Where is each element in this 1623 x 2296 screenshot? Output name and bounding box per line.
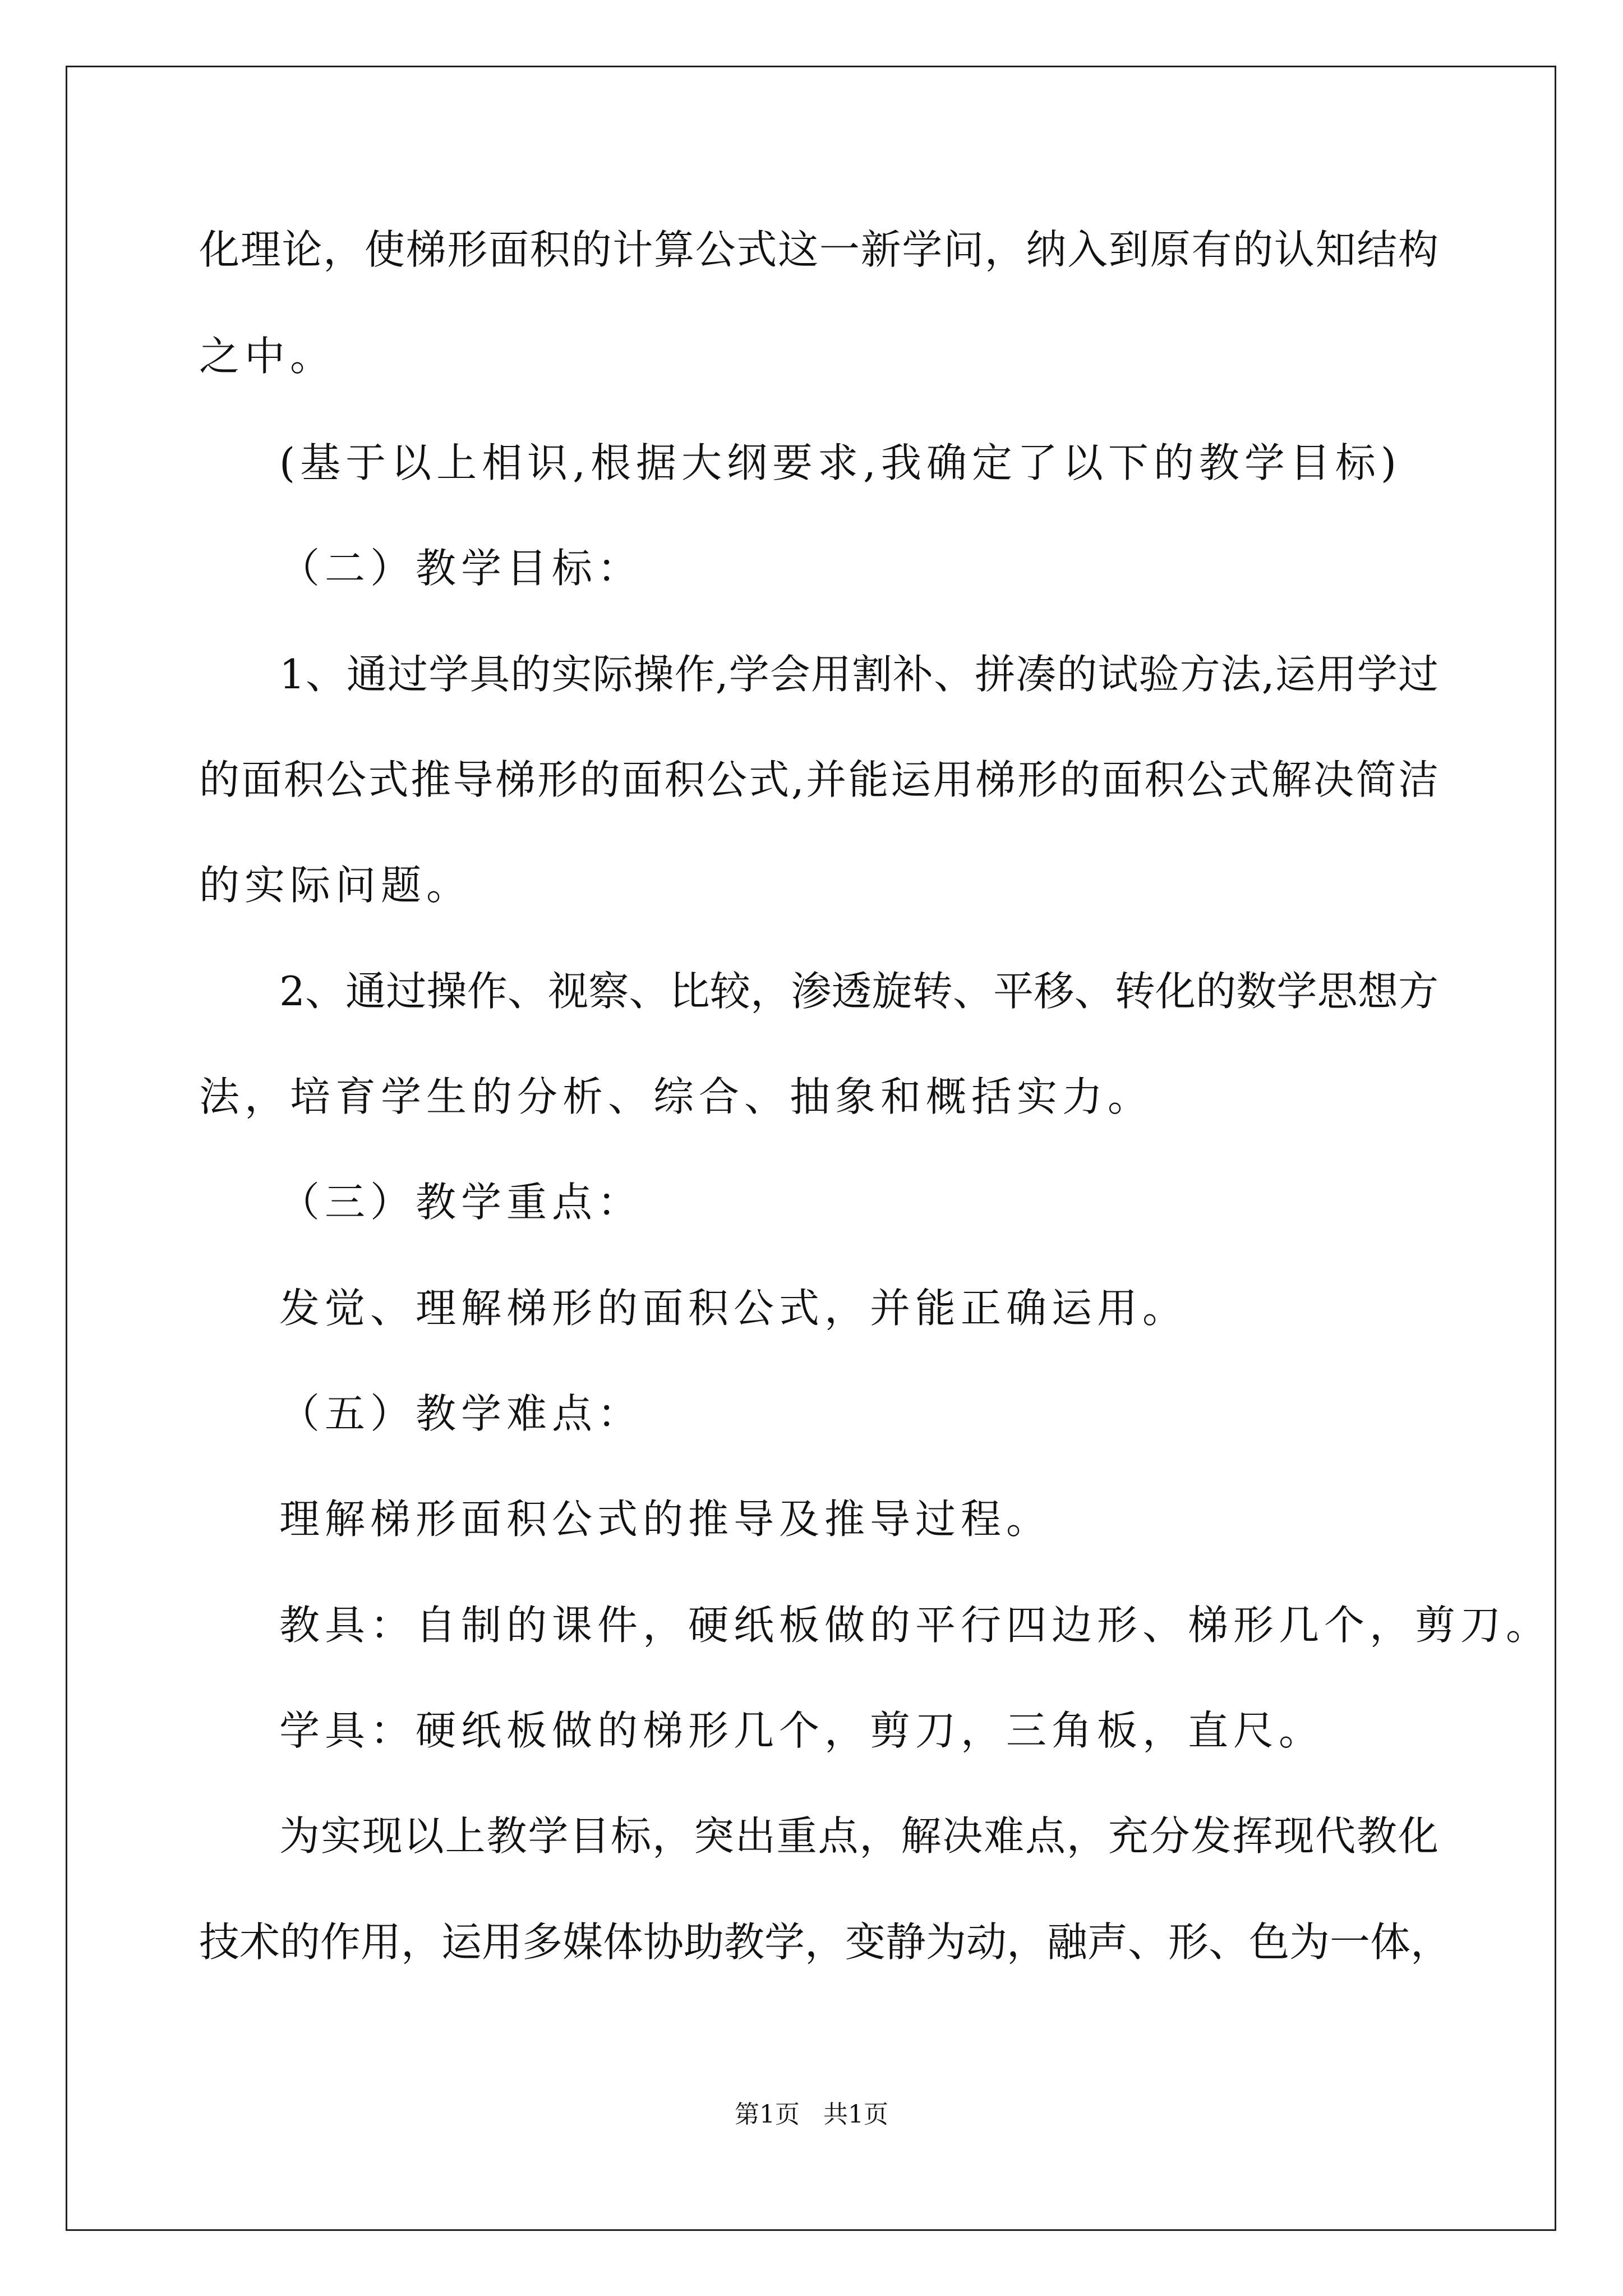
page-number-footer: 第1页 共1页	[735, 2100, 888, 2129]
text-line: 的实际问题。	[199, 862, 472, 909]
text-line: 技术的作用，运用多媒体协助教学，变静为动，融声、形、色为一体，	[199, 1918, 1451, 1966]
section-heading: （三）教学重点：	[279, 1179, 643, 1226]
text-line: 发觉、理解梯形的面积公式，并能正确运用。	[279, 1285, 1188, 1332]
text-line: 学具：硬纸板做的梯形几个，剪刀，三角板，直尺。	[279, 1707, 1325, 1754]
section-heading: （五）教学难点：	[279, 1390, 643, 1437]
text-line: 的面积公式推导梯形的面积公式,并能运用梯形的面积公式解决简洁	[199, 756, 1438, 803]
section-heading: （二）教学目标：	[279, 545, 643, 592]
text-line: 化理论，使梯形面积的计算公式这一新学问，纳入到原有的认知结构	[199, 226, 1438, 273]
page-border	[66, 66, 1556, 2231]
text-line: 法，培育学生的分析、综合、抽象和概括实力。	[199, 1073, 1154, 1120]
text-line: 理解梯形面积公式的推导及推导过程。	[279, 1496, 1052, 1543]
text-line: 之中。	[199, 333, 336, 380]
text-line: (基于以上相识,根据大纲要求,我确定了以下的教学目标)	[279, 439, 1401, 486]
text-line: 2、通过操作、视察、比较，渗透旋转、平移、转化的数学思想方	[279, 968, 1438, 1015]
text-line: 为实现以上教学目标，突出重点，解决难点，充分发挥现代教化	[279, 1812, 1438, 1860]
text-line: 1、通过学具的实际操作,学会用割补、拼凑的试验方法,运用学过	[279, 651, 1438, 698]
text-line: 教具：自制的课件，硬纸板做的平行四边形、梯形几个，剪刀。	[279, 1602, 1552, 1649]
